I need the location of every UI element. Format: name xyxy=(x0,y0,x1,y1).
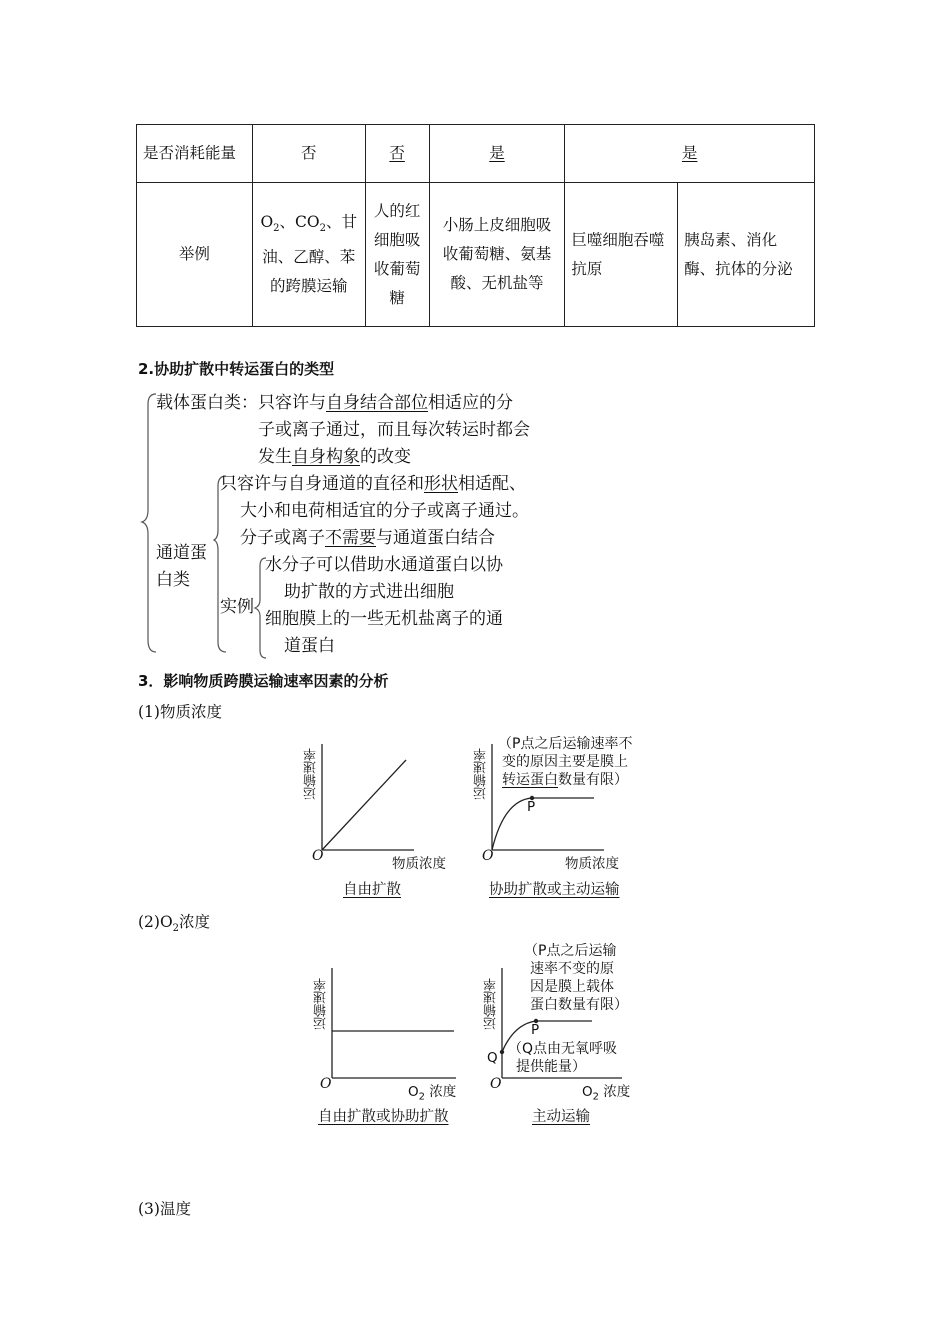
subsection-concentration: (1)物质浓度 xyxy=(138,703,222,721)
note-line: 因是膜上载体 xyxy=(530,979,614,995)
cell-endo-exo-energy xyxy=(565,125,815,183)
underlined-term: 不需要 xyxy=(325,528,376,548)
cell-text xyxy=(260,213,357,295)
text-part: 浓度 xyxy=(599,1084,631,1100)
note-line: 蛋白数量有限） xyxy=(530,997,628,1013)
cell-facilitated-example: 人的红细胞吸收葡萄糖 xyxy=(365,183,429,327)
underlined-term: 自身构象 xyxy=(292,447,360,467)
channel-line3 xyxy=(240,525,495,552)
graph2-origin: O xyxy=(482,848,494,864)
graph3-caption: 自由扩散或协助扩散 xyxy=(318,1109,449,1125)
text-part: 分子或离子 xyxy=(240,528,325,548)
note-line: （Q点由无氧呼吸 xyxy=(508,1041,618,1057)
underlined-term: 自身结合部位 xyxy=(326,393,428,413)
carrier-protein-line3 xyxy=(258,444,411,471)
text-part: (2)O xyxy=(138,913,173,931)
text-part: 浓度 xyxy=(425,1084,457,1100)
graph1-free-diffusion xyxy=(316,742,416,854)
example1-line1: 水分子可以借助水通道蛋白以协 xyxy=(265,555,503,575)
graph1-caption: 自由扩散 xyxy=(343,882,401,898)
example2-line2: 道蛋白 xyxy=(284,636,335,656)
cell-free-diffusion-example xyxy=(252,183,365,327)
cell-text: 是 xyxy=(681,144,698,162)
underlined-term: 形状 xyxy=(424,474,458,494)
graph4-caption: 主动运输 xyxy=(532,1109,590,1125)
graph3-ylabel: 运输速率 xyxy=(314,978,329,1030)
row-label-energy: 是否消耗能量 xyxy=(137,125,253,183)
section2-title: 2.协助扩散中转运蛋白的类型 xyxy=(138,360,335,378)
note-line xyxy=(498,771,632,789)
graph4-ylabel: 运输速率 xyxy=(484,978,499,1030)
text-part: 只容许与 xyxy=(258,393,326,413)
subscript: 2 xyxy=(418,1091,426,1103)
graph4-q-label: Q xyxy=(487,1050,498,1066)
graph1-origin: O xyxy=(312,848,324,864)
graph3-free-facilitated xyxy=(326,966,458,1082)
graph4-xlabel xyxy=(582,1080,630,1103)
subscript: 2 xyxy=(592,1091,600,1103)
graph3-origin: O xyxy=(320,1076,332,1092)
text-part: 、甘油、乙醇、苯的跨膜运输 xyxy=(262,212,358,296)
graph4-q-note xyxy=(508,1040,617,1076)
text-part: O xyxy=(582,1084,593,1100)
subscript: 2 xyxy=(273,223,280,235)
subscript: 2 xyxy=(319,223,326,235)
outer-brace xyxy=(142,394,156,652)
note-line: （P点之后运输 xyxy=(524,943,617,959)
text-part: 与通道蛋白结合 xyxy=(376,528,495,548)
cell-active-example: 小肠上皮细胞吸收葡萄糖、氨基酸、无机盐等 xyxy=(429,183,565,327)
note-line: 速率不变的原 xyxy=(530,961,614,977)
underlined-term: 转运蛋白 xyxy=(502,772,558,788)
note-line: 变的原因主要是膜上 xyxy=(502,754,628,770)
cell-endocytosis-example: 巨噬细胞吞噬抗原 xyxy=(565,183,678,327)
example-label: 实例 xyxy=(220,597,254,617)
cell-text: 是 xyxy=(489,144,505,162)
graph4-p-label: P xyxy=(531,1022,540,1038)
channel-line1 xyxy=(220,471,526,498)
graph1-xlabel: 物质浓度 xyxy=(392,856,446,872)
section3-title: 3．影响物质跨膜运输速率因素的分析 xyxy=(138,672,389,690)
carrier-label: 载体蛋白类： xyxy=(156,393,258,413)
graph2-ylabel: 运输速率 xyxy=(474,748,489,800)
point-q xyxy=(500,1050,504,1054)
note-line: （P点之后运输速率不 xyxy=(498,736,633,752)
text-part: 相适应的分 xyxy=(428,393,513,413)
text-part: 、CO xyxy=(279,212,320,231)
row-label-example: 举例 xyxy=(137,183,253,327)
text-part: 发生 xyxy=(258,447,292,467)
cell-exocytosis-example: 胰岛素、消化酶、抗体的分泌 xyxy=(678,183,815,327)
label-part: 白类 xyxy=(156,570,190,590)
text-part: 的改变 xyxy=(360,447,411,467)
table-row xyxy=(137,183,815,327)
cell-text: 否 xyxy=(389,144,405,162)
text-part: 数量有限） xyxy=(558,772,628,788)
carrier-protein-line2: 子或离子通过，而且每次转运时都会 xyxy=(258,420,530,440)
subsection-oxygen xyxy=(138,910,210,934)
text-part: 相适配、 xyxy=(458,474,526,494)
channel-protein-label xyxy=(156,540,207,594)
saturation-curve xyxy=(492,798,594,850)
cell-facilitated-energy xyxy=(365,125,429,183)
carrier-protein-line1 xyxy=(156,390,513,417)
linear-curve xyxy=(322,760,406,850)
channel-brace xyxy=(214,476,226,652)
cell-free-diffusion-energy: 否 xyxy=(252,125,365,183)
graph2-p-label: P xyxy=(527,799,536,815)
table-row xyxy=(137,125,815,183)
text-part: O xyxy=(260,212,274,231)
graph2-xlabel: 物质浓度 xyxy=(565,856,619,872)
text-part: 浓度 xyxy=(179,913,211,931)
graph4-origin: O xyxy=(490,1076,502,1092)
subsection-temperature: (3)温度 xyxy=(138,1200,191,1218)
graph3-xlabel xyxy=(408,1080,456,1103)
text-part: 只容许与自身通道的直径和 xyxy=(220,474,424,494)
example2-line1: 细胞膜上的一些无机盐离子的通 xyxy=(265,609,503,629)
channel-line2: 大小和电荷相适宜的分子或离子通过。 xyxy=(240,501,529,521)
graph1-ylabel: 运输速率 xyxy=(304,748,319,800)
graph4-p-note xyxy=(524,942,628,1014)
graph2-note xyxy=(498,735,632,789)
label-part: 通道蛋 xyxy=(156,543,207,563)
cell-active-energy xyxy=(429,125,565,183)
graph2-caption: 协助扩散或主动运输 xyxy=(489,882,620,898)
subscript: 2 xyxy=(172,923,180,935)
example1-line2: 助扩散的方式进出细胞 xyxy=(284,582,454,602)
note-line: 提供能量） xyxy=(516,1059,586,1075)
transport-comparison-table xyxy=(136,124,815,327)
text-part: O xyxy=(408,1084,419,1100)
